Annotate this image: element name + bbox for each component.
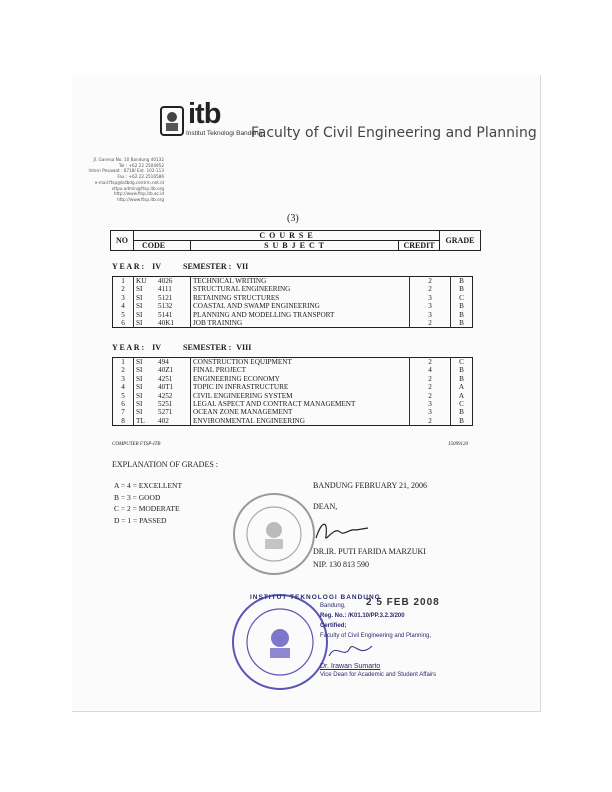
- course-number: 5251: [158, 400, 173, 409]
- dean-nip: NIP. 130 813 590: [313, 560, 370, 569]
- course-code: [134, 375, 191, 383]
- place-date: BANDUNG FEBRUARY 21, 2006: [313, 481, 427, 490]
- course-credit: 3: [410, 311, 451, 319]
- computer-footnote: COMPUTER FTSP-ITB: [112, 442, 161, 447]
- course-subject: CIVIL ENGINEERING SYSTEM: [191, 392, 410, 400]
- course-row: [113, 319, 473, 328]
- logo-wordmark: itb: [188, 98, 221, 130]
- course-dept: SI: [136, 302, 143, 311]
- course-code: [134, 277, 191, 286]
- course-code: [134, 319, 191, 328]
- vice-dean-name: Dr. Irawan Sumarto: [320, 663, 381, 670]
- grade-scale-item: D = 1 = PASSED: [114, 515, 167, 525]
- course-code: [134, 358, 191, 367]
- course-number: 4111: [158, 285, 172, 294]
- address-line: http://www.ftsp.itb.org: [117, 196, 164, 202]
- course-no: 4: [113, 383, 134, 391]
- course-row: [113, 277, 473, 286]
- course-no: 1: [113, 358, 134, 367]
- course-grade: B: [459, 302, 464, 311]
- course-code: [134, 302, 191, 310]
- course-dept: SI: [136, 285, 143, 294]
- serial-footnote: 15099120: [448, 442, 468, 447]
- course-no: 5: [113, 311, 134, 319]
- course-row: [113, 383, 473, 391]
- course-number: 40Z1: [158, 366, 174, 375]
- course-credit: 4: [410, 366, 451, 374]
- course-dept: KU: [136, 277, 147, 285]
- vice-dean-signature-icon: [326, 640, 376, 662]
- cert-certified: Certified;: [320, 623, 347, 629]
- course-credit: 3: [410, 294, 451, 302]
- course-dept: SI: [136, 374, 143, 383]
- course-no: 3: [113, 294, 134, 302]
- course-no: 5: [113, 392, 134, 400]
- course-dept: SI: [136, 400, 143, 409]
- course-code: [134, 392, 191, 400]
- course-subject: ENGINEERING ECONOMY: [191, 375, 410, 383]
- course-no: 2: [113, 366, 134, 374]
- cert-faculty: Faculty of Civil Engineering and Planning,: [320, 633, 432, 639]
- header-grade: GRADE: [440, 231, 481, 251]
- course-no: 6: [113, 319, 134, 328]
- course-number: 5121: [158, 293, 173, 302]
- course-subject: RETAINING STRUCTURES: [191, 294, 410, 302]
- page-number: (3): [287, 213, 299, 224]
- course-number: 40T1: [158, 383, 174, 392]
- course-number: 5141: [158, 310, 173, 319]
- explanation-title: EXPLANATION OF GRADES :: [112, 460, 219, 469]
- course-number: 4251: [158, 374, 173, 383]
- course-number: 494: [158, 358, 169, 366]
- course-code: [134, 408, 191, 416]
- course-grade: B: [459, 277, 464, 285]
- year-label: Y E A R :: [112, 343, 145, 352]
- address-line: Fax : +62 22 2516586: [117, 174, 164, 180]
- address-block: [86, 157, 164, 203]
- course-row: [113, 311, 473, 319]
- course-no: 8: [113, 417, 134, 426]
- course-grade: B: [459, 319, 464, 328]
- year-value: IV: [152, 262, 162, 271]
- course-subject: CONSTRUCTION EQUIPMENT: [191, 358, 410, 367]
- course-number: 4026: [158, 277, 173, 285]
- header-no: NO: [111, 231, 134, 251]
- logo-subtitle: Institut Teknologi Bandung: [186, 130, 263, 137]
- course-subject: LEGAL ASPECT AND CONTRACT MANAGEMENT: [191, 400, 410, 408]
- course-no: 2: [113, 285, 134, 293]
- course-credit: 2: [410, 392, 451, 400]
- grade-scale-item: A = 4 = EXCELLENT: [114, 481, 183, 490]
- year-value: IV: [152, 343, 162, 352]
- course-subject: JOB TRAINING: [191, 319, 410, 328]
- header-code: CODE: [134, 241, 191, 251]
- course-grade: B: [459, 310, 464, 319]
- course-subject: ENVIRONMENTAL ENGINEERING: [191, 417, 410, 426]
- course-row: [113, 375, 473, 383]
- course-credit: 2: [410, 383, 451, 391]
- course-credit: 3: [410, 400, 451, 408]
- itb-blue-seal-stamp-icon: [230, 592, 330, 692]
- course-dept: TL: [136, 416, 145, 425]
- semester-viii-table: [112, 357, 473, 426]
- course-subject: OCEAN ZONE MANAGEMENT: [191, 408, 410, 416]
- course-code: [134, 400, 191, 408]
- semester-value: VII: [236, 262, 249, 271]
- year-label: Y E A R :: [112, 262, 145, 271]
- course-number: 40K1: [158, 319, 174, 328]
- course-credit: 3: [410, 408, 451, 416]
- course-credit: 2: [410, 277, 451, 286]
- course-grade: B: [459, 408, 464, 417]
- course-grade: A: [458, 383, 465, 392]
- address-line: http://www.ftsp.itb.ac.id: [113, 191, 164, 197]
- date-stamp: 2 5 FEB 2008: [366, 597, 440, 608]
- grade-scale-item: B = 3 = GOOD: [114, 492, 161, 502]
- course-code: [134, 294, 191, 302]
- cert-reg-no: Reg. No.: /K01.10/PP.3.2.3/200: [320, 613, 405, 619]
- course-credit: 2: [410, 319, 451, 328]
- course-grade: C: [459, 293, 464, 302]
- header-subject: S U B J E C T: [191, 241, 399, 251]
- course-grade: B: [459, 416, 464, 425]
- course-code: [134, 366, 191, 374]
- semester-heading: [112, 262, 248, 271]
- course-grade: C: [459, 400, 464, 409]
- course-code: [134, 417, 191, 426]
- seal-text: INSTITUT TEKNOLOGI BANDUNG: [250, 594, 381, 601]
- semester-heading: [112, 343, 251, 352]
- course-subject: TOPIC IN INFRASTRUCTURE: [191, 383, 410, 391]
- course-row: [113, 417, 473, 426]
- course-dept: SI: [136, 293, 143, 302]
- course-number: 5271: [158, 408, 173, 417]
- course-credit: 2: [410, 375, 451, 383]
- vice-dean-position: Vice Dean for Academic and Student Affairs: [320, 672, 437, 678]
- dean-name: DR.IR. PUTI FARIDA MARZUKI: [313, 547, 426, 556]
- course-dept: SI: [136, 366, 143, 375]
- course-subject: TECHNICAL WRITING: [191, 277, 410, 286]
- address-line: sttpa.admin@ftsp.itb.org: [111, 185, 164, 191]
- course-code: [134, 383, 191, 391]
- course-subject: COASTAL AND SWAMP ENGINEERING: [191, 302, 410, 310]
- course-subject: STRUCTURAL ENGINEERING: [191, 285, 410, 293]
- course-row: [113, 302, 473, 310]
- semester-value: VIII: [236, 343, 252, 352]
- grade-scale: [114, 480, 182, 526]
- course-row: [113, 358, 473, 367]
- course-table-header: [110, 230, 481, 251]
- semester-label: SEMESTER :: [183, 262, 232, 271]
- cert-place: Bandung,: [320, 603, 346, 609]
- course-dept: SI: [136, 383, 143, 392]
- course-credit: 2: [410, 417, 451, 426]
- dean-title: DEAN,: [313, 502, 338, 511]
- course-row: [113, 392, 473, 400]
- course-row: [113, 408, 473, 416]
- address-line: Jl. Ganesa No. 10 Bandung 40132: [93, 157, 164, 162]
- course-grade: A: [458, 391, 465, 400]
- course-number: 402: [158, 416, 169, 425]
- course-row: [113, 294, 473, 302]
- itb-ganesha-logo-icon: [160, 106, 184, 136]
- course-code: [134, 285, 191, 293]
- course-dept: SI: [136, 408, 143, 417]
- course-row: [113, 366, 473, 374]
- course-dept: SI: [136, 391, 143, 400]
- course-grade: C: [459, 358, 464, 366]
- course-no: 7: [113, 408, 134, 416]
- course-code: [134, 311, 191, 319]
- faculty-title: Faculty of Civil Engineering and Planning: [251, 125, 537, 141]
- course-credit: 2: [410, 285, 451, 293]
- dean-signature-icon: [312, 516, 372, 546]
- header-credit: CREDIT: [399, 241, 440, 251]
- course-row: [113, 285, 473, 293]
- course-subject: PLANNING AND MODELLING TRANSPORT: [191, 311, 410, 319]
- semester-label: SEMESTER :: [183, 343, 232, 352]
- course-number: 5132: [158, 302, 173, 311]
- course-no: 4: [113, 302, 134, 310]
- course-no: 1: [113, 277, 134, 286]
- course-number: 4252: [158, 391, 173, 400]
- course-grade: B: [459, 374, 464, 383]
- course-grade: B: [459, 285, 464, 294]
- course-dept: SI: [136, 310, 143, 319]
- course-no: 3: [113, 375, 134, 383]
- address-line: Intern Pesawat : 8718/ Ext. 102-113: [88, 168, 164, 174]
- header-course: C O U R S E: [134, 231, 440, 241]
- course-dept: SI: [136, 319, 143, 328]
- course-grade: B: [459, 366, 464, 375]
- course-credit: 3: [410, 302, 451, 310]
- semester-vii-table: [112, 276, 473, 328]
- course-row: [113, 400, 473, 408]
- address-line: Tel : +62 22 2504952: [118, 162, 164, 168]
- grade-scale-item: C = 2 = MODERATE: [114, 504, 180, 513]
- course-no: 6: [113, 400, 134, 408]
- course-subject: FINAL PROJECT: [191, 366, 410, 374]
- address-line: e-mail:ftsp@bdbdg.centrin.net.id: [94, 179, 164, 185]
- course-credit: 2: [410, 358, 451, 367]
- course-dept: SI: [136, 358, 143, 366]
- faculty-seal-stamp-icon: [232, 492, 316, 576]
